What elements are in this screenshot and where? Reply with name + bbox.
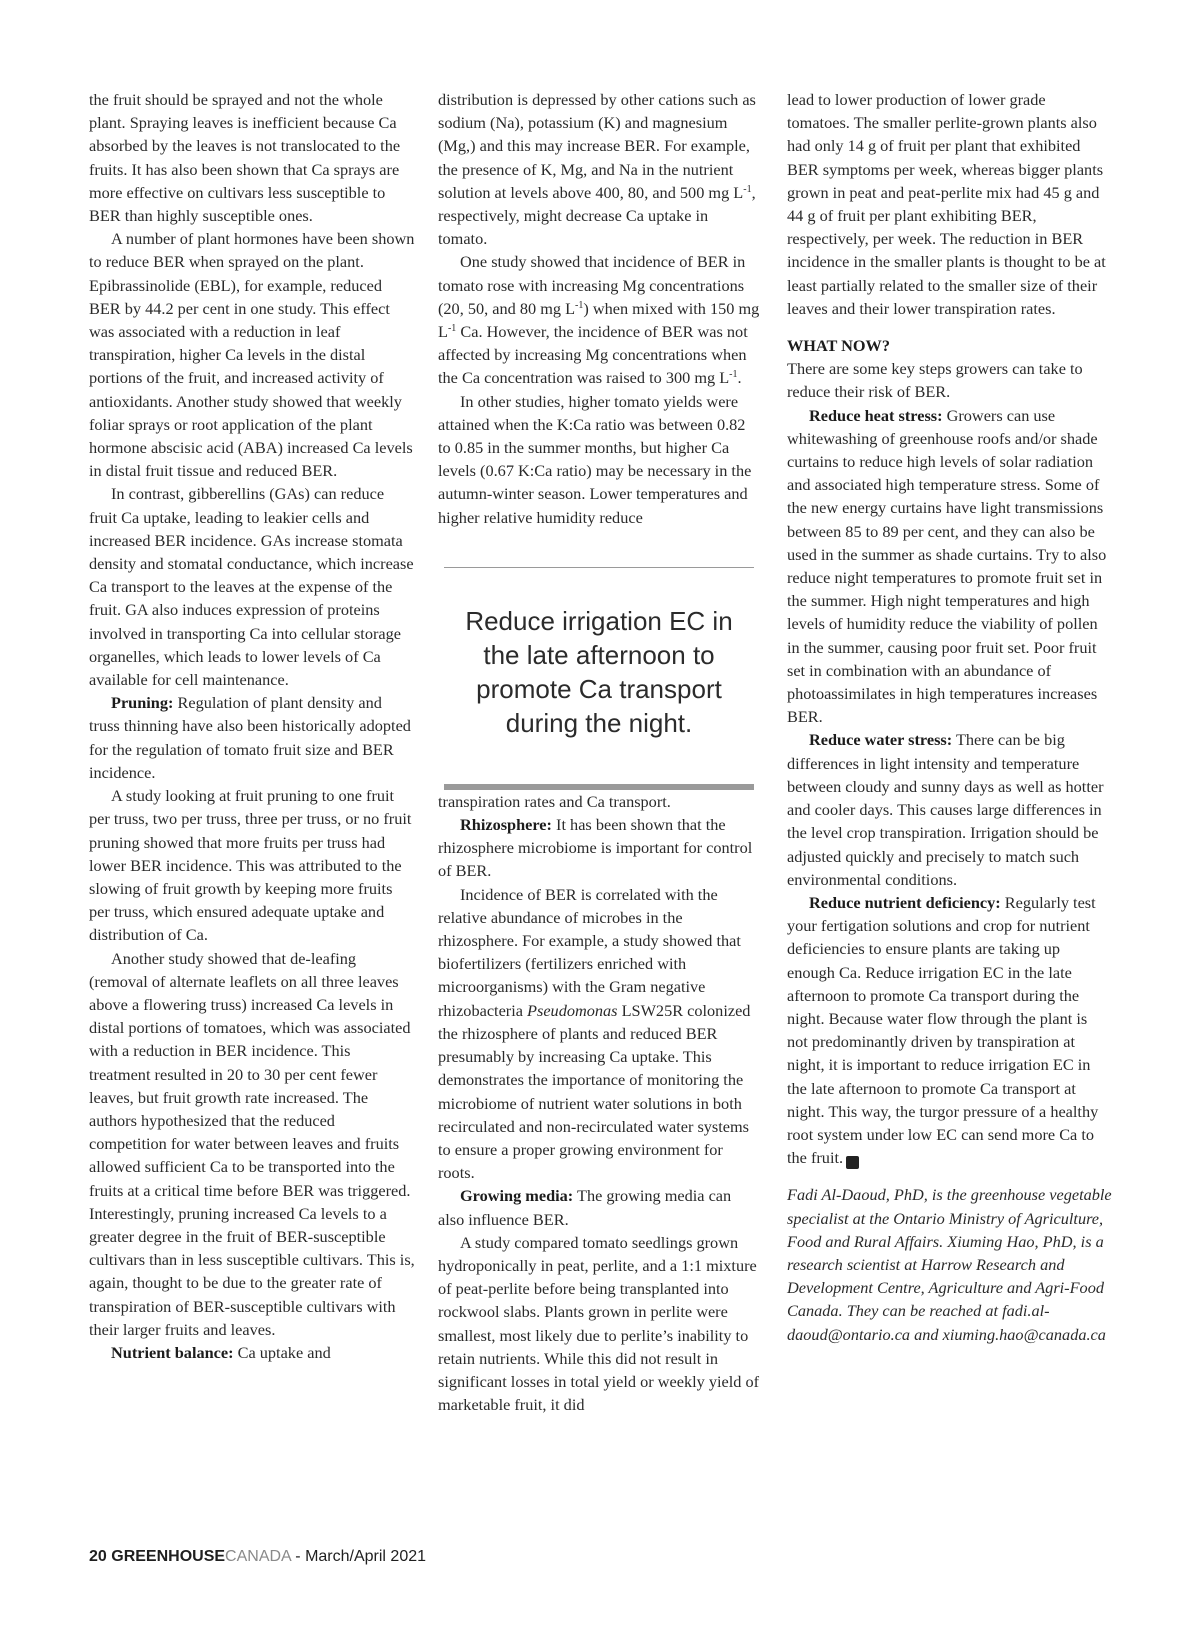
paragraph: In other studies, higher tomato yields were attained when the K:Ca ratio was between 0.82 to 0.85 in the summer months, but higher Ca levels (0.67 K:Ca ratio) may be necessary in the autumn-winter season. Lower temperatures and higher relative humidity reduce (438, 391, 752, 527)
paragraph: transpiration rates and Ca transport. (438, 791, 671, 811)
page-footer (89, 1548, 426, 1566)
issue-date: - March/April 2021 (290, 1548, 427, 1565)
paragraph-text: It has been shown that the rhizosphere microbiome is important for control of BER. (438, 815, 753, 881)
paragraph (438, 813, 760, 883)
paragraph-text: There can be big differences in light intensity and temperature between cloudy and sunny days as well as hotter and cooler days. This causes large differences in the level crop transpiration. Irrigation should be adjusted quickly and precisely to match such environmental conditions. (787, 730, 1104, 889)
paragraph (787, 728, 1112, 890)
subhead-water-stress: Reduce water stress: (809, 730, 953, 750)
paragraph: A number of plant hormones have been shown to reduce BER when sprayed on the plant. Epibrassinolide (EBL), for example, reduced BER by 44.2 per cent in one study. This effect was associated with a reduction in leaf transpiration, higher Ca levels in the distal portions of the fruit, and increased activity of antioxidants. Another study showed that weekly foliar sprays or root application of the plant hormone abscisic acid (ABA) increased Ca levels in distal fruit tissue and reduced BER. (89, 229, 415, 481)
pull-quote (444, 567, 754, 790)
paragraph-text: . (737, 368, 742, 388)
paragraph (438, 883, 760, 1185)
paragraph-text: Growers can use whitewashing of greenhouse roofs and/or shade curtains to reduce high levels of solar radiation and associated high temperature stress. Some of the new energy curtains have light transmissions between 85 to 89 per cent, and they can also be used in the summer as shade curtains. Try to also reduce night temperatures to promote fruit set in the summer. High night temperatures and high levels of humidity reduce the viability of pollen in the summer, causing poor fruit set. Poor fruit set in combination with an abundance of photoassimilates in high temperatures increases BER. (787, 405, 1107, 727)
paragraph: In contrast, gibberellins (GAs) can reduce fruit Ca uptake, leading to leakier cells and increased BER incidence. GAs increase stomata density and stomatal conductance, which increase Ca transport to the leaves at the expense of the fruit. GA also induces expression of proteins involved in transporting Ca into cellular storage organelles, which leads to lower levels of Ca available for cell maintenance. (89, 484, 414, 690)
subhead-heat-stress: Reduce heat stress: (809, 405, 943, 425)
paragraph (438, 88, 760, 250)
magazine-name-suffix: CANADA (225, 1548, 291, 1565)
subhead-nutrient-balance: Nutrient balance: (111, 1342, 234, 1362)
paragraph (787, 404, 1112, 729)
species-name: Pseudomonas (527, 1000, 618, 1020)
paragraph-text: ) when mixed with 150 mg L (438, 298, 760, 342)
column-1 (89, 88, 415, 1364)
column-3 (787, 88, 1112, 1346)
paragraph: the fruit should be sprayed and not the whole plant. Spraying leaves is inefficient because Ca absorbed by the leaves is not translocated to the fruits. It has also been shown that Ca sprays are more effective on cultivars less susceptible to BER than highly susceptible ones. (89, 90, 401, 226)
author-bio: Fadi Al-Daoud, PhD, is the greenhouse vegetable specialist at the Ontario Ministry of Agriculture, Food and Rural Affairs. Xiuming Hao, PhD, is a research scientist at Harrow Research and Development Centre, Agriculture and Agri-Food Canada. They can be reached at fadi.al-daoud@ontario.ca and xiuming.hao@canada.ca (787, 1185, 1112, 1344)
superscript: -1 (743, 183, 752, 195)
paragraph-text: distribution is depressed by other cations such as sodium (Na), potassium (K) and magnesium (Mg,) and this may increase BER. For example, the presence of K, Mg, and Na in the nutrient solution at levels above 400, 80, and 500 mg L (438, 90, 756, 202)
pull-quote-text: Reduce irrigation EC in the late afternoon to promote Ca transport during the night. (465, 605, 733, 738)
paragraph (438, 250, 760, 389)
page-number: 20 (89, 1548, 107, 1565)
paragraph (89, 691, 415, 784)
subhead-nutrient-deficiency: Reduce nutrient deficiency: (809, 892, 1001, 912)
magazine-name: GREENHOUSE (111, 1548, 226, 1565)
paragraph-text: The growing media can also influence BER. (438, 1186, 732, 1229)
paragraph: There are some key steps growers can take to reduce their risk of BER. (787, 359, 1083, 402)
superscript: -1 (447, 323, 457, 335)
subhead-growing-media: Growing media: (460, 1186, 574, 1206)
paragraph: lead to lower production of lower grade tomatoes. The smaller perlite-grown plants also had only 14 g of fruit per plant that exhibited BER symptoms per week, whereas bigger plants grown in peat and peat-perlite mix had 45 g and 44 g of fruit per plant exhibiting BER, respectively, per week. The reduction in BER incidence in the smaller plants is thought to be at least partially related to the smaller size of their leaves and their lower transpiration rates. (787, 90, 1106, 318)
subhead-rhizosphere: Rhizosphere: (460, 815, 552, 835)
paragraph (787, 891, 1112, 1169)
paragraph-text: Ca uptake and (233, 1342, 331, 1362)
paragraph-text: , respectively, might decrease Ca uptake in tomato. (438, 182, 756, 249)
column-2 (438, 88, 760, 1416)
paragraph-text: One study showed that incidence of BER in tomato rose with increasing Mg concentrations (20, 50, and 80 mg L (438, 252, 746, 318)
paragraph-text: LSW25R colonized the rhizosphere of plants and reduced BER presumably by increasing Ca uptake. This demonstrates the importance of monitoring the microbiome of nutrient water solutions in both recirculated and non-recirculated water systems to ensure a proper growing environment for roots. (438, 1000, 751, 1183)
paragraph: A study compared tomato seedlings grown hydroponically in peat, perlite, and a 1:1 mixture of peat-perlite before being transplanted into rockwool slabs. Plants grown in perlite were smallest, most likely due to perlite’s inability to retain nutrients. While this did not result in significant losses in total yield or weekly yield of marketable fruit, it did (438, 1232, 760, 1415)
superscript: -1 (575, 299, 584, 311)
paragraph-text: Incidence of BER is correlated with the relative abundance of microbes in the rhizosphere. For example, a study showed that biofertilizers (fertilizers enriched with microorganisms) with the Gram negative rhizobacteria (438, 884, 741, 1020)
paragraph-text: Ca. However, the incidence of BER was not affected by increasing Mg concentrations when the Ca concentration was raised to 300 mg L (438, 322, 748, 388)
paragraph (438, 1184, 760, 1230)
paragraph-text: Regulation of plant density and truss thinning have also been historically adopted for the regulation of tomato fruit size and BER incidence. (89, 693, 411, 782)
paragraph: Another study showed that de-leafing (removal of alternate leaflets on all three leaves above a flowering truss) increased Ca levels in distal portions of tomatoes, which was associated with a reduction in BER incidence. This treatment resulted in 20 to 30 per cent fewer leaves, but fruit growth rate increased. The authors hypothesized that the reduced competition for water between leaves and fruits allowed sufficient Ca to be transported into the fruits at a critical time before BER was triggered. Interestingly, pruning increased Ca levels to a greater degree in the fruit of BER-susceptible cultivars than in less susceptible cultivars. This is, again, thought to be due to the greater rate of transpiration of BER-susceptible cultivars with their larger fruits and leaves. (89, 948, 415, 1339)
superscript: -1 (729, 369, 738, 381)
paragraph: A study looking at fruit pruning to one fruit per truss, two per truss, three per truss, or no fruit pruning showed that more fruits per truss had lower BER incidence. This was attributed to the slowing of fruit growth by keeping more fruits per truss, which ensured adequate uptake and distribution of Ca. (89, 786, 412, 945)
section-heading: WHAT NOW? (787, 336, 890, 356)
paragraph-text: Regularly test your fertigation solutions and crop for nutrient deficiencies to ensure plants are taking up enough Ca. Reduce irrigation EC in the late afternoon to promote Ca transport during the night. Because water flow through the plant is not predominantly driven by transpiration at night, it is important to reduce irrigation EC in the late afternoon to promote Ca transport at night. This way, the turgor pressure of a healthy root system under low EC can send more Ca to the fruit. (787, 892, 1099, 1168)
paragraph (89, 1341, 415, 1364)
end-mark-icon: GC (846, 1156, 859, 1169)
subhead-pruning: Pruning: (111, 693, 174, 713)
